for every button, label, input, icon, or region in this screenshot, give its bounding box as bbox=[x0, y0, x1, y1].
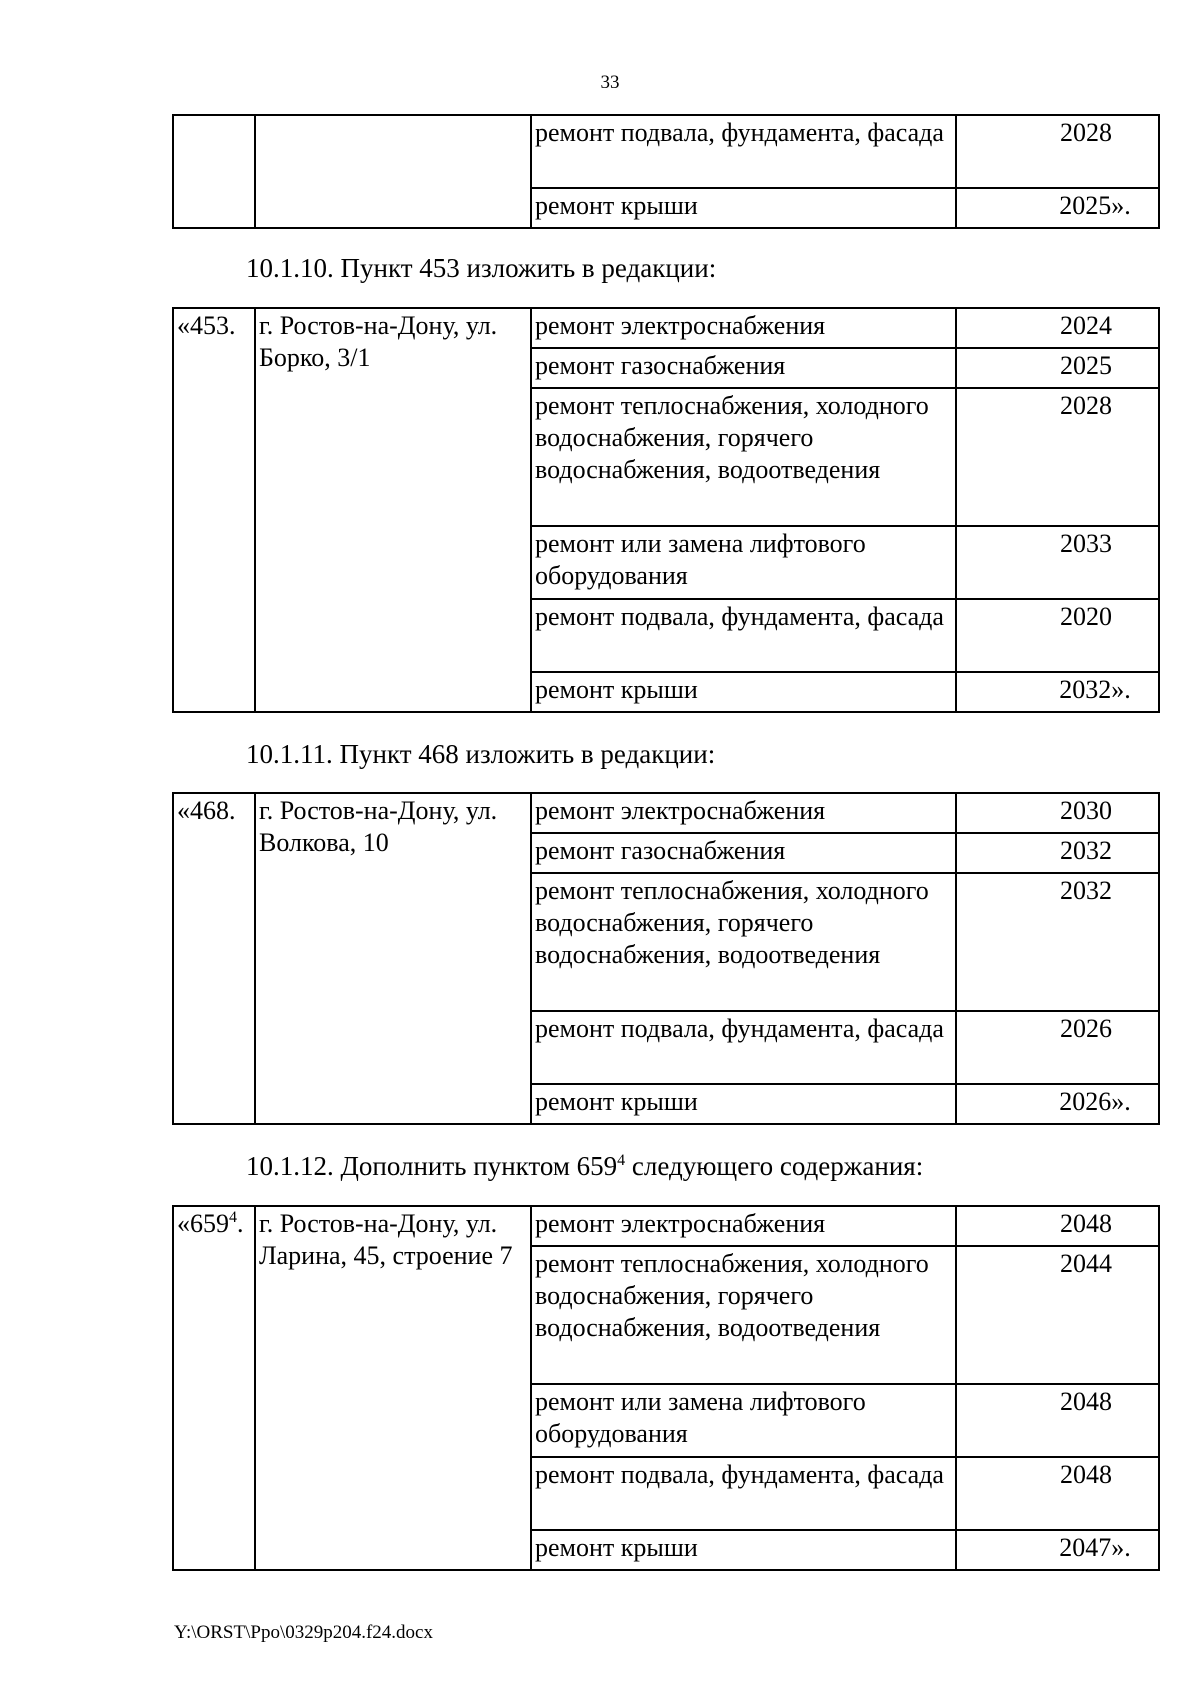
address-cell: г. Ростов-на-Дону, ул. Ларина, 45, строение 7 bbox=[255, 1206, 531, 1570]
work-cell: ремонт электроснабжения bbox=[531, 793, 956, 833]
number-superscript: 4 bbox=[229, 1209, 237, 1226]
number-cell bbox=[173, 115, 255, 228]
work-cell: ремонт газоснабжения bbox=[531, 833, 956, 873]
work-cell: ремонт или замена лифтового оборудования bbox=[531, 1384, 956, 1457]
section-heading-453: 10.1.10. Пункт 453 изложить в редакции: bbox=[246, 253, 717, 283]
year-cell: 2048 bbox=[956, 1457, 1159, 1530]
work-cell: ремонт электроснабжения bbox=[531, 308, 956, 348]
work-cell: ремонт крыши bbox=[531, 1530, 956, 1570]
work-cell: ремонт крыши bbox=[531, 1084, 956, 1124]
number-prefix: «659 bbox=[177, 1209, 229, 1238]
section-heading-468: 10.1.11. Пункт 468 изложить в редакции: bbox=[246, 739, 716, 769]
table-row bbox=[173, 1206, 1159, 1246]
work-cell: ремонт подвала, фундамента, фасада bbox=[531, 1457, 956, 1530]
year-cell: 2028 bbox=[956, 115, 1159, 188]
work-cell: ремонт теплоснабжения, холодного водоснабжения, горячего водоснабжения, водоотведения bbox=[531, 873, 956, 1011]
work-cell: ремонт теплоснабжения, холодного водоснабжения, горячего водоснабжения, водоотведения bbox=[531, 1246, 956, 1384]
year-cell: 2032 bbox=[956, 833, 1159, 873]
year-cell: 2048 bbox=[956, 1384, 1159, 1457]
address-cell: г. Ростов-на-Дону, ул. Волкова, 10 bbox=[255, 793, 531, 1124]
table-row bbox=[173, 308, 1159, 348]
address-cell bbox=[255, 115, 531, 228]
year-cell: 2032 bbox=[956, 873, 1159, 1011]
number-cell: «453. bbox=[173, 308, 255, 712]
table-453 bbox=[172, 307, 1160, 713]
number-cell bbox=[173, 1206, 255, 1570]
table-468 bbox=[172, 792, 1160, 1125]
work-cell: ремонт подвала, фундамента, фасада bbox=[531, 1011, 956, 1084]
table-row bbox=[173, 115, 1159, 188]
file-path-footer: Y:\ORST\Ppo\0329p204.f24.docx bbox=[174, 1622, 433, 1643]
year-cell: 2025 bbox=[956, 348, 1159, 388]
table-659-4 bbox=[172, 1205, 1160, 1571]
year-cell: 2047». bbox=[956, 1530, 1159, 1570]
work-cell: ремонт подвала, фундамента, фасада bbox=[531, 599, 956, 672]
work-cell: ремонт крыши bbox=[531, 188, 956, 228]
heading-text: 10.1.12. Дополнить пунктом 659 bbox=[246, 1151, 618, 1181]
number-cell: «468. bbox=[173, 793, 255, 1124]
year-cell: 2026 bbox=[956, 1011, 1159, 1084]
heading-superscript: 4 bbox=[617, 1152, 626, 1169]
work-cell: ремонт теплоснабжения, холодного водоснабжения, горячего водоснабжения, водоотведения bbox=[531, 388, 956, 526]
year-cell: 2032». bbox=[956, 672, 1159, 712]
heading-text-rest: следующего содержания: bbox=[625, 1151, 924, 1181]
work-cell: ремонт газоснабжения bbox=[531, 348, 956, 388]
year-cell: 2025». bbox=[956, 188, 1159, 228]
year-cell: 2020 bbox=[956, 599, 1159, 672]
section-heading-659 bbox=[246, 1150, 923, 1182]
table-row bbox=[173, 793, 1159, 833]
year-cell: 2048 bbox=[956, 1206, 1159, 1246]
work-cell: ремонт крыши bbox=[531, 672, 956, 712]
work-cell: ремонт электроснабжения bbox=[531, 1206, 956, 1246]
number-suffix: . bbox=[237, 1209, 244, 1238]
year-cell: 2030 bbox=[956, 793, 1159, 833]
work-cell: ремонт или замена лифтового оборудования bbox=[531, 526, 956, 599]
year-cell: 2028 bbox=[956, 388, 1159, 526]
year-cell: 2044 bbox=[956, 1246, 1159, 1384]
year-cell: 2024 bbox=[956, 308, 1159, 348]
page-number: 33 bbox=[600, 72, 620, 93]
year-cell: 2033 bbox=[956, 526, 1159, 599]
year-cell: 2026». bbox=[956, 1084, 1159, 1124]
table-continuation bbox=[172, 114, 1160, 229]
work-cell: ремонт подвала, фундамента, фасада bbox=[531, 115, 956, 188]
address-cell: г. Ростов-на-Дону, ул. Борко, 3/1 bbox=[255, 308, 531, 712]
